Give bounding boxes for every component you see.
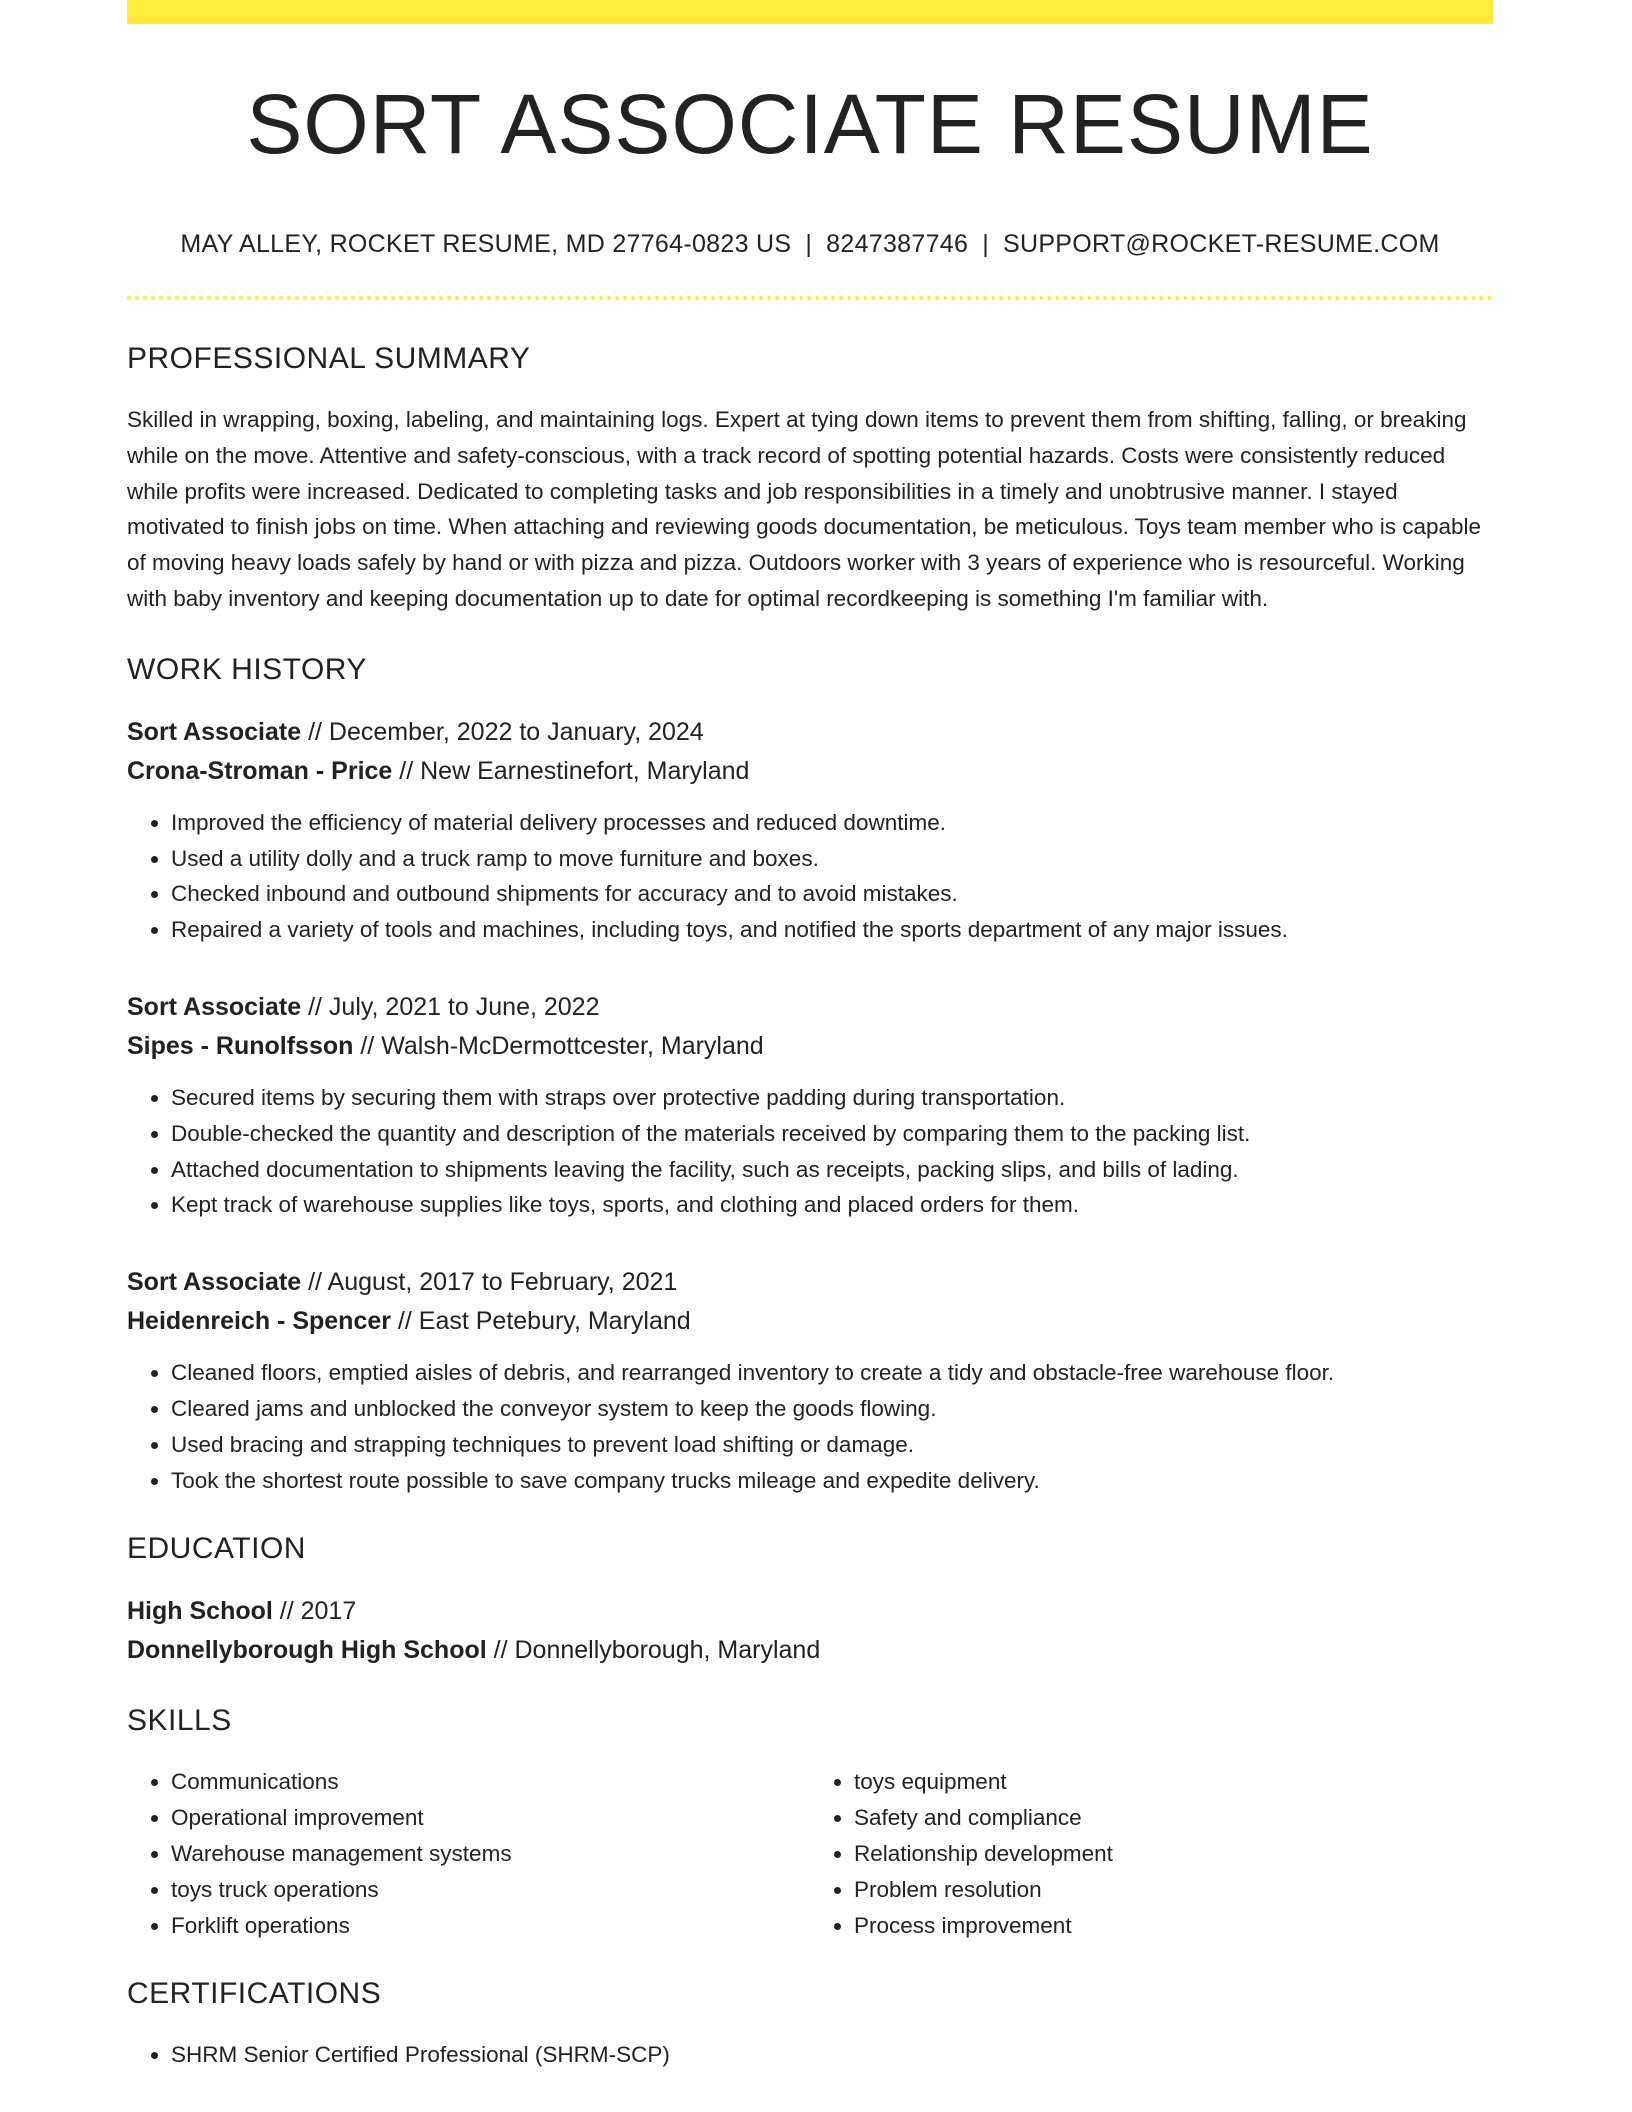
job-bullets xyxy=(127,805,1493,948)
certification-item: • SHRM Senior Certified Professional (SHRM-SCP) xyxy=(171,2037,1493,2073)
job-bullet: • Used bracing and strapping techniques to prevent load shifting or damage. xyxy=(171,1427,1493,1463)
job-dates: // July, 2021 to June, 2022 xyxy=(301,992,600,1021)
job-bullets xyxy=(127,1355,1493,1498)
skills-list-right xyxy=(810,1764,1493,1943)
job-company: Heidenreich - Spencer xyxy=(127,1307,391,1336)
job-company-line xyxy=(127,752,1493,791)
job-bullet: • Cleaned floors, emptied aisles of debris, and rearranged inventory to create a tidy and obstacle-free warehouse floor. xyxy=(171,1355,1493,1391)
skill-item: • toys equipment xyxy=(854,1764,1493,1800)
skill-item: • Process improvement xyxy=(854,1908,1493,1944)
job-entry xyxy=(127,988,1493,1223)
job-dates: // August, 2017 to February, 2021 xyxy=(301,1268,678,1297)
job-title-line xyxy=(127,1263,1493,1302)
skill-item: • Warehouse management systems xyxy=(171,1836,810,1872)
job-bullets xyxy=(127,1080,1493,1223)
work-history-heading: WORK HISTORY xyxy=(127,652,367,686)
summary-text: Skilled in wrapping, boxing, labeling, and maintaining logs. Expert at tying down items to prevent them from shifting, falling, or breaking while on the move. Attentive and safety-conscious, with a track record of spotting potential hazards. Costs were consistently reduced while profits were increased. Dedicated to completing tasks and job responsibilities in a timely and unobtrusive manner. I stayed motivated to finish jobs on time. When attaching and reviewing goods documentation, be meticulous. Toys team member who is capable of moving heavy loads safely by hand or with pizza and pizza. Outdoors worker with 3 years of experience who is resourceful. Working with baby inventory and keeping documentation up to date for optimal recordkeeping is something I'm familiar with. xyxy=(127,407,1482,611)
education-heading: EDUCATION xyxy=(127,1532,306,1566)
job-company-line xyxy=(127,1302,1493,1341)
skill-item: • Relationship development xyxy=(854,1836,1493,1872)
contact-separator: | xyxy=(982,230,989,258)
contact-phone: 8247387746 xyxy=(826,230,969,258)
job-bullet: • Kept track of warehouse supplies like toys, sports, and clothing and placed orders for them. xyxy=(171,1187,1493,1223)
skill-item: • Operational improvement xyxy=(171,1800,810,1836)
education-degree: High School xyxy=(127,1597,273,1626)
skills-list-left xyxy=(127,1764,810,1943)
job-role: Sort Associate xyxy=(127,992,302,1021)
skill-item: • Safety and compliance xyxy=(854,1800,1493,1836)
certifications-list xyxy=(127,2037,1493,2073)
resume-title: SORT ASSOCIATE RESUME xyxy=(246,77,1374,171)
job-entry xyxy=(127,713,1493,948)
skills-grid xyxy=(127,1764,1493,1943)
job-role: Sort Associate xyxy=(127,717,302,746)
job-bullet: • Secured items by securing them with straps over protective padding during transportation. xyxy=(171,1080,1493,1116)
education-school: Donnellyborough High School xyxy=(127,1636,487,1665)
certifications-heading: CERTIFICATIONS xyxy=(127,1977,382,2011)
job-company: Crona-Stroman - Price xyxy=(127,756,393,785)
job-company: Sipes - Runolfsson xyxy=(127,1031,354,1060)
contact-address: MAY ALLEY, ROCKET RESUME, MD 27764-0823 US xyxy=(180,230,792,258)
top-accent-bar xyxy=(127,0,1493,24)
education-year: // 2017 xyxy=(272,1597,357,1626)
job-bullet: • Checked inbound and outbound shipments for accuracy and to avoid mistakes. xyxy=(171,876,1493,912)
education-school-line xyxy=(127,1631,1493,1670)
contact-separator: | xyxy=(805,230,813,258)
job-bullet: • Attached documentation to shipments leaving the facility, such as receipts, packing slips, and bills of lading. xyxy=(171,1152,1493,1188)
dotted-divider xyxy=(127,296,1493,300)
job-dates: // December, 2022 to January, 2024 xyxy=(301,717,704,746)
education-degree-line xyxy=(127,1592,1493,1631)
job-bullet: • Cleared jams and unblocked the conveyor system to keep the goods flowing. xyxy=(171,1391,1493,1427)
job-bullet: • Improved the efficiency of material delivery processes and reduced downtime. xyxy=(171,805,1493,841)
job-location: // East Petebury, Maryland xyxy=(390,1307,691,1336)
job-bullet: • Took the shortest route possible to save company trucks mileage and expedite delivery. xyxy=(171,1463,1493,1499)
skills-heading: SKILLS xyxy=(127,1704,232,1738)
skill-item: • Communications xyxy=(171,1764,810,1800)
education-entry xyxy=(127,1592,1493,1670)
skill-item: • toys truck operations xyxy=(171,1872,810,1908)
contact-email: SUPPORT@ROCKET-RESUME.COM xyxy=(1003,230,1440,258)
skill-item: • Forklift operations xyxy=(171,1908,810,1944)
job-role: Sort Associate xyxy=(127,1268,302,1297)
job-location: // Walsh-McDermottcester, Maryland xyxy=(353,1031,764,1060)
job-bullet: • Repaired a variety of tools and machines, including toys, and notified the sports department of any major issues. xyxy=(171,912,1493,948)
job-company-line xyxy=(127,1027,1493,1066)
job-title-line xyxy=(127,713,1493,752)
job-bullet: • Double-checked the quantity and description of the materials received by comparing them to the packing list. xyxy=(171,1116,1493,1152)
job-entry xyxy=(127,1263,1493,1498)
contact-line xyxy=(127,230,1493,259)
education-location: // Donnellyborough, Maryland xyxy=(486,1636,821,1665)
resume-page xyxy=(127,0,1493,2073)
job-title-line xyxy=(127,988,1493,1027)
job-location: // New Earnestinefort, Maryland xyxy=(392,756,750,785)
summary-heading: PROFESSIONAL SUMMARY xyxy=(127,342,531,375)
skill-item: • Problem resolution xyxy=(854,1872,1493,1908)
job-bullet: • Used a utility dolly and a truck ramp to move furniture and boxes. xyxy=(171,841,1493,877)
